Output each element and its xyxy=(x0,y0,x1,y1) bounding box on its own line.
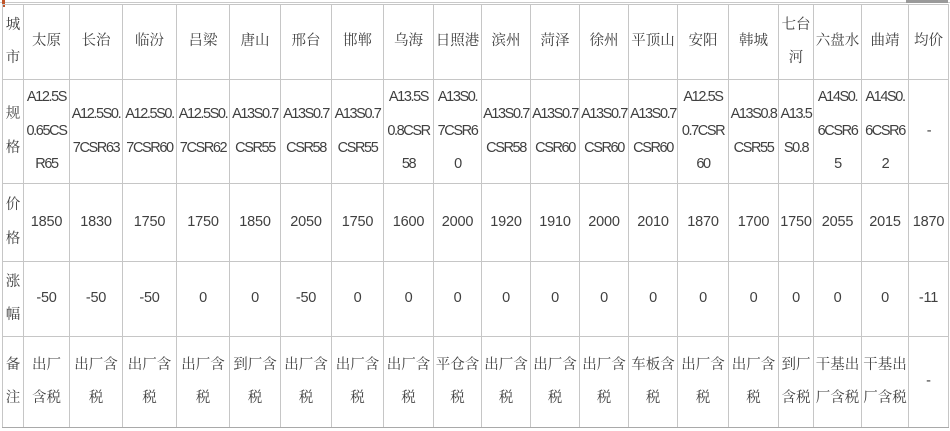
price-cell-8: 2000 xyxy=(434,184,482,262)
note-cell-17: 干基出厂含税 xyxy=(862,337,909,428)
price-cell-13: 1870 xyxy=(678,184,729,262)
price-cell-11: 2000 xyxy=(580,184,629,262)
city-cell-10: 菏泽 xyxy=(531,5,580,80)
city-cell-13: 安阳 xyxy=(678,5,729,80)
city-cell-11: 徐州 xyxy=(580,5,629,80)
spec-cell-10: A13S0.7CSR60 xyxy=(531,80,580,184)
note-cell-3: 出厂含税 xyxy=(177,337,230,428)
price-cell-4: 1850 xyxy=(230,184,281,262)
change-cell-8: 0 xyxy=(434,262,482,337)
city-cell-14: 韩城 xyxy=(729,5,779,80)
note-cell-2: 出厂含税 xyxy=(123,337,177,428)
table-row-spec xyxy=(3,80,949,184)
note-cell-0: 出厂含税 xyxy=(24,337,70,428)
change-cell-1: -50 xyxy=(70,262,123,337)
change-cell-16: 0 xyxy=(814,262,862,337)
price-cell-3: 1750 xyxy=(177,184,230,262)
note-cell-15: 到厂含税 xyxy=(779,337,814,428)
price-cell-18: 1870 xyxy=(909,184,949,262)
note-cell-1: 出厂含税 xyxy=(70,337,123,428)
change-cell-9: 0 xyxy=(482,262,531,337)
price-cell-17: 2015 xyxy=(862,184,909,262)
change-cell-11: 0 xyxy=(580,262,629,337)
note-cell-10: 出厂含税 xyxy=(531,337,580,428)
topright-remnant-bar xyxy=(906,0,948,3)
city-cell-4: 唐山 xyxy=(230,5,281,80)
spec-cell-5: A13S0.7CSR58 xyxy=(281,80,332,184)
city-cell-2: 临汾 xyxy=(123,5,177,80)
city-cell-3: 吕梁 xyxy=(177,5,230,80)
table-row-price xyxy=(3,184,949,262)
spec-cell-14: A13S0.8CSR55 xyxy=(729,80,779,184)
spec-cell-11: A13S0.7CSR60 xyxy=(580,80,629,184)
spec-cell-0: A12.5S0.65CSR65 xyxy=(24,80,70,184)
price-cell-12: 2010 xyxy=(629,184,678,262)
change-cell-2: -50 xyxy=(123,262,177,337)
note-cell-12: 车板含税 xyxy=(629,337,678,428)
city-cell-7: 乌海 xyxy=(384,5,434,80)
spec-cell-12: A13S0.7CSR60 xyxy=(629,80,678,184)
price-cell-15: 1750 xyxy=(779,184,814,262)
table-row-change xyxy=(3,262,949,337)
change-cell-17: 0 xyxy=(862,262,909,337)
spec-cell-7: A13.5S0.8CSR58 xyxy=(384,80,434,184)
spec-cell-15: A13.5S0.8 xyxy=(779,80,814,184)
row-label-city: 城市 xyxy=(3,5,24,80)
price-cell-16: 2055 xyxy=(814,184,862,262)
city-cell-17: 曲靖 xyxy=(862,5,909,80)
note-cell-9: 出厂含税 xyxy=(482,337,531,428)
city-cell-6: 邯郸 xyxy=(332,5,384,80)
city-cell-18: 均价 xyxy=(909,5,949,80)
spec-cell-16: A14S0.6CSR65 xyxy=(814,80,862,184)
change-cell-0: -50 xyxy=(24,262,70,337)
city-cell-12: 平顶山 xyxy=(629,5,678,80)
table-row-city xyxy=(3,5,949,80)
change-cell-7: 0 xyxy=(384,262,434,337)
price-cell-10: 1910 xyxy=(531,184,580,262)
spec-cell-17: A14S0.6CSR62 xyxy=(862,80,909,184)
change-cell-12: 0 xyxy=(629,262,678,337)
price-cell-9: 1920 xyxy=(482,184,531,262)
note-cell-14: 出厂含税 xyxy=(729,337,779,428)
note-cell-7: 出厂含税 xyxy=(384,337,434,428)
row-label-price: 价格 xyxy=(3,184,24,262)
spec-cell-3: A12.5S0.7CSR62 xyxy=(177,80,230,184)
price-cell-14: 1700 xyxy=(729,184,779,262)
note-cell-16: 干基出厂含税 xyxy=(814,337,862,428)
spec-cell-6: A13S0.7CSR55 xyxy=(332,80,384,184)
spec-cell-1: A12.5S0.7CSR63 xyxy=(70,80,123,184)
change-cell-3: 0 xyxy=(177,262,230,337)
note-cell-5: 出厂含税 xyxy=(281,337,332,428)
change-cell-5: -50 xyxy=(281,262,332,337)
note-cell-4: 到厂含税 xyxy=(230,337,281,428)
row-label-spec: 规格 xyxy=(3,80,24,184)
city-price-table xyxy=(2,4,949,428)
change-cell-18: -11 xyxy=(909,262,949,337)
note-cell-18: - xyxy=(909,337,949,428)
change-cell-14: 0 xyxy=(729,262,779,337)
city-cell-1: 长治 xyxy=(70,5,123,80)
city-cell-0: 太原 xyxy=(24,5,70,80)
price-cell-7: 1600 xyxy=(384,184,434,262)
city-cell-5: 邢台 xyxy=(281,5,332,80)
note-cell-6: 出厂含税 xyxy=(332,337,384,428)
price-cell-0: 1850 xyxy=(24,184,70,262)
spec-cell-13: A12.5S0.7CSR60 xyxy=(678,80,729,184)
price-cell-2: 1750 xyxy=(123,184,177,262)
change-cell-15: 0 xyxy=(779,262,814,337)
city-cell-8: 日照港 xyxy=(434,5,482,80)
row-label-note: 备注 xyxy=(3,337,24,428)
row-label-change: 涨幅 xyxy=(3,262,24,337)
spec-cell-18: - xyxy=(909,80,949,184)
spec-cell-9: A13S0.7CSR58 xyxy=(482,80,531,184)
table-row-note xyxy=(3,337,949,428)
note-cell-13: 出厂含税 xyxy=(678,337,729,428)
city-cell-9: 滨州 xyxy=(482,5,531,80)
city-cell-15: 七台河 xyxy=(779,5,814,80)
change-cell-6: 0 xyxy=(332,262,384,337)
price-table-body xyxy=(3,5,949,428)
change-cell-4: 0 xyxy=(230,262,281,337)
change-cell-13: 0 xyxy=(678,262,729,337)
price-cell-1: 1830 xyxy=(70,184,123,262)
city-cell-16: 六盘水 xyxy=(814,5,862,80)
price-cell-5: 2050 xyxy=(281,184,332,262)
change-cell-10: 0 xyxy=(531,262,580,337)
spec-cell-8: A13S0.7CSR60 xyxy=(434,80,482,184)
spec-cell-2: A12.5S0.7CSR60 xyxy=(123,80,177,184)
note-cell-11: 出厂含税 xyxy=(580,337,629,428)
top-gridline-remnant xyxy=(0,2,950,3)
price-cell-6: 1750 xyxy=(332,184,384,262)
note-cell-8: 平仓含税 xyxy=(434,337,482,428)
spec-cell-4: A13S0.7CSR55 xyxy=(230,80,281,184)
